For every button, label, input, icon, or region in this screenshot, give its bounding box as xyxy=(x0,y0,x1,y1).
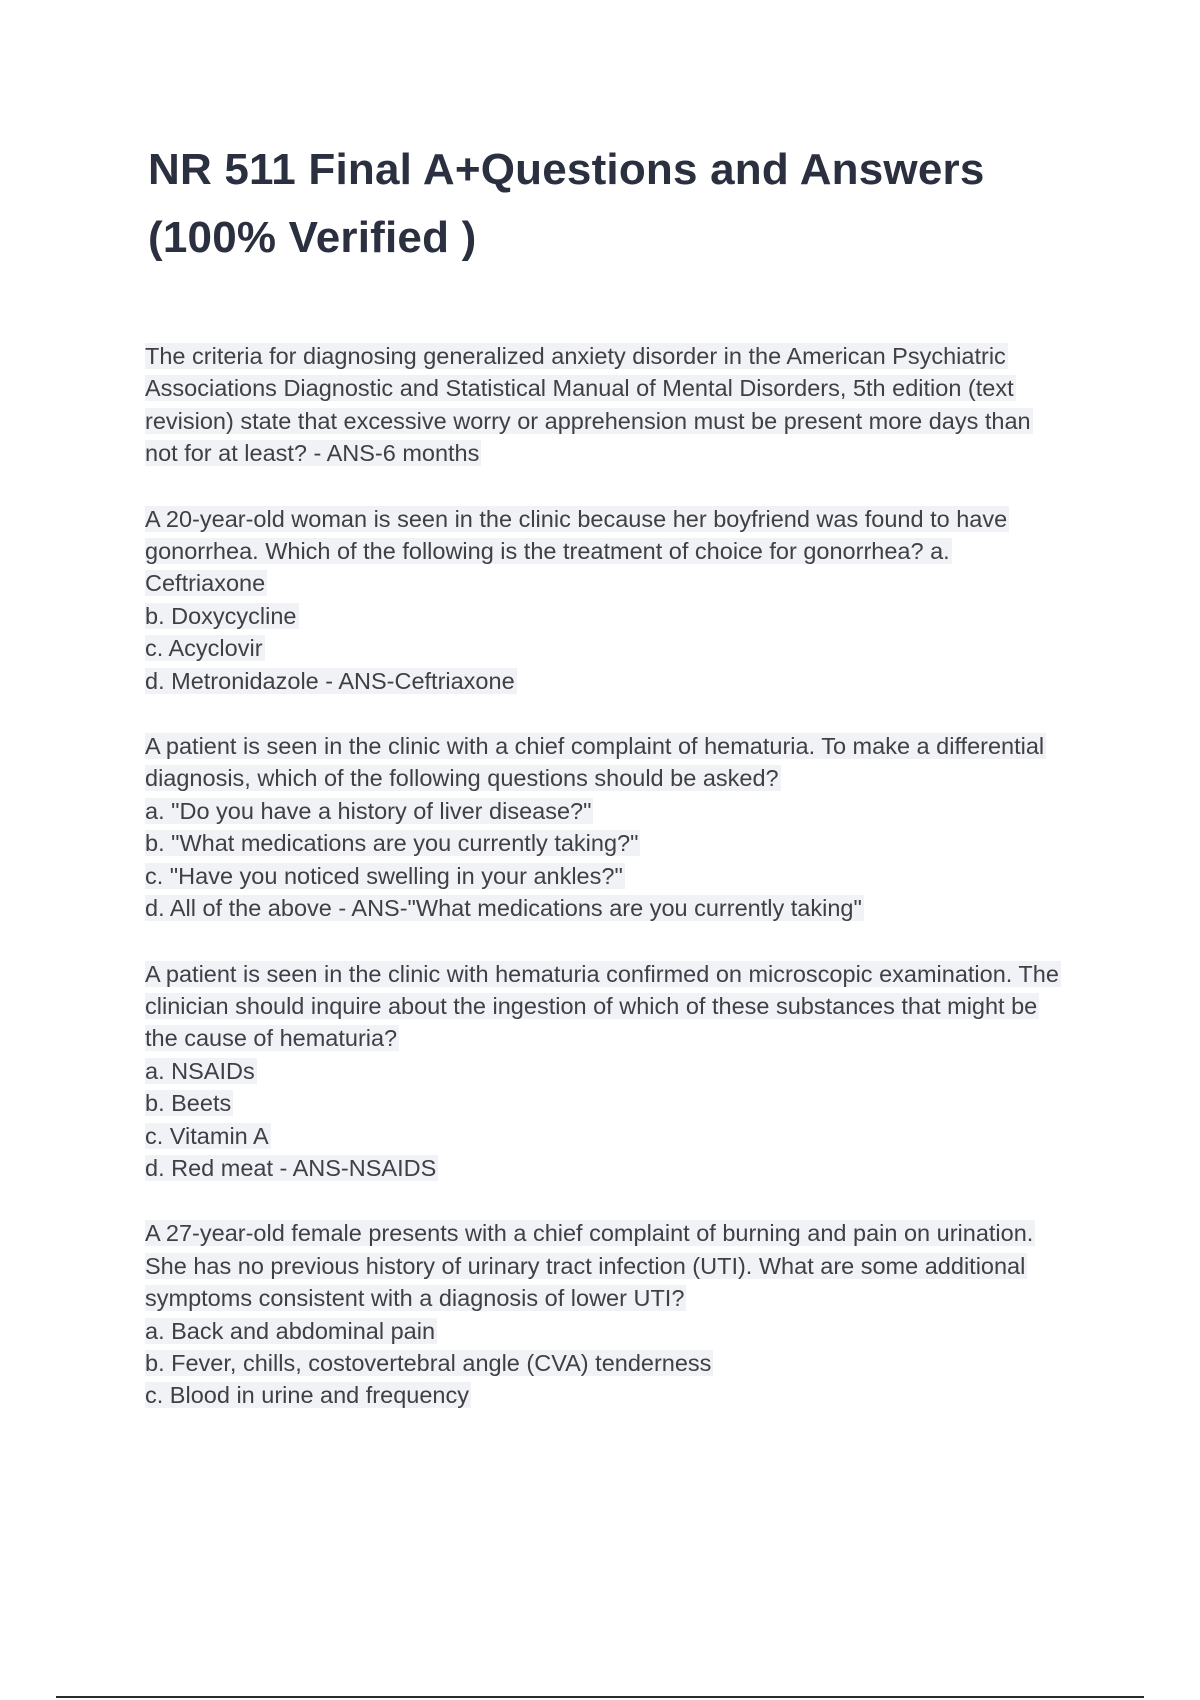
qa-text: a. Back and abdominal pain xyxy=(145,1317,436,1344)
qa-text: clinician should inquire about the ingestion of which of these substances that might be xyxy=(145,992,1038,1019)
qa-text: c. Vitamin A xyxy=(145,1122,269,1149)
question-text-line xyxy=(145,958,1095,990)
qa-text-line xyxy=(145,827,1095,859)
qa-text-line xyxy=(145,1152,1095,1184)
qa-text: d. Metronidazole - ANS-Ceftriaxone xyxy=(145,667,515,694)
qa-text-line xyxy=(145,860,1095,892)
qa-text-line xyxy=(145,665,1095,697)
qa-text-line xyxy=(145,990,1095,1022)
qa-text: a. NSAIDs xyxy=(145,1057,255,1084)
qa-text: a. "Do you have a history of liver disease?" xyxy=(145,797,592,824)
qa-text-line xyxy=(145,600,1095,632)
qa-text: A 20-year-old woman is seen in the clinic because her boyfriend was found to have xyxy=(145,505,1008,532)
qa-text: Associations Diagnostic and Statistical Manual of Mental Disorders, 5th edition (text xyxy=(145,375,1014,402)
question-text-line xyxy=(145,730,1095,762)
question-text-line xyxy=(145,340,1095,372)
qa-item xyxy=(145,1217,1095,1411)
qa-item xyxy=(145,730,1095,924)
qa-text: c. Acyclovir xyxy=(145,635,263,662)
qa-text-line xyxy=(145,405,1095,437)
qa-text: d. Red meat - ANS-NSAIDS xyxy=(145,1154,437,1181)
qa-text-line xyxy=(145,1282,1095,1314)
qa-item xyxy=(145,958,1095,1185)
qa-text-line xyxy=(145,567,1095,599)
qa-text: b. "What medications are you currently taking?" xyxy=(145,830,639,857)
qa-text-line xyxy=(145,1347,1095,1379)
qa-item xyxy=(145,340,1095,470)
qa-text-line xyxy=(145,535,1095,567)
qa-text-line xyxy=(145,1087,1095,1119)
qa-text: c. Blood in urine and frequency xyxy=(145,1382,469,1409)
qa-text-line xyxy=(145,632,1095,664)
qa-content xyxy=(145,340,1095,1445)
qa-text-line xyxy=(145,795,1095,827)
qa-text: The criteria for diagnosing generalized anxiety disorder in the American Psychiatric xyxy=(145,343,1006,369)
qa-text: b. Beets xyxy=(145,1090,232,1117)
footer-divider xyxy=(56,1696,1144,1698)
qa-item xyxy=(145,503,1095,697)
qa-text: d. All of the above - ANS-"What medications are you currently taking" xyxy=(145,895,862,922)
qa-text-line xyxy=(145,1022,1095,1054)
qa-text: She has no previous history of urinary tract infection (UTI). What are some additional xyxy=(145,1252,1026,1279)
question-text-line xyxy=(145,503,1095,535)
qa-text-line xyxy=(145,892,1095,924)
qa-text: revision) state that excessive worry or apprehension must be present more days than xyxy=(145,407,1031,434)
qa-text: A 27-year-old female presents with a chief complaint of burning and pain on urination. xyxy=(145,1220,1034,1247)
qa-text: Ceftriaxone xyxy=(145,570,266,597)
qa-text-line xyxy=(145,1315,1095,1347)
qa-text: b. Fever, chills, costovertebral angle (CVA) tenderness xyxy=(145,1349,712,1376)
qa-text: c. "Have you noticed swelling in your ankles?" xyxy=(145,862,623,889)
page-title: NR 511 Final A+Questions and Answers (100% Verified ) xyxy=(148,145,985,262)
qa-text-line xyxy=(145,1055,1095,1087)
qa-text-line xyxy=(145,372,1095,404)
question-text-line xyxy=(145,1217,1095,1249)
qa-text: symptoms consistent with a diagnosis of lower UTI? xyxy=(145,1285,685,1312)
qa-text-line xyxy=(145,1379,1095,1411)
qa-text-line xyxy=(145,762,1095,794)
qa-text: not for at least? - ANS-6 months xyxy=(145,440,480,467)
qa-text: A patient is seen in the clinic with hematuria confirmed on microscopic examination. The xyxy=(145,960,1059,987)
qa-text-line xyxy=(145,1250,1095,1282)
qa-text: A patient is seen in the clinic with a chief complaint of hematuria. To make a differential xyxy=(145,733,1045,760)
qa-text-line xyxy=(145,1120,1095,1152)
qa-text: b. Doxycycline xyxy=(145,602,297,629)
qa-text: the cause of hematuria? xyxy=(145,1025,398,1052)
qa-text: gonorrhea. Which of the following is the treatment of choice for gonorrhea? a. xyxy=(145,538,950,565)
qa-text: diagnosis, which of the following questions should be asked? xyxy=(145,765,779,792)
qa-text-line xyxy=(145,437,1095,469)
